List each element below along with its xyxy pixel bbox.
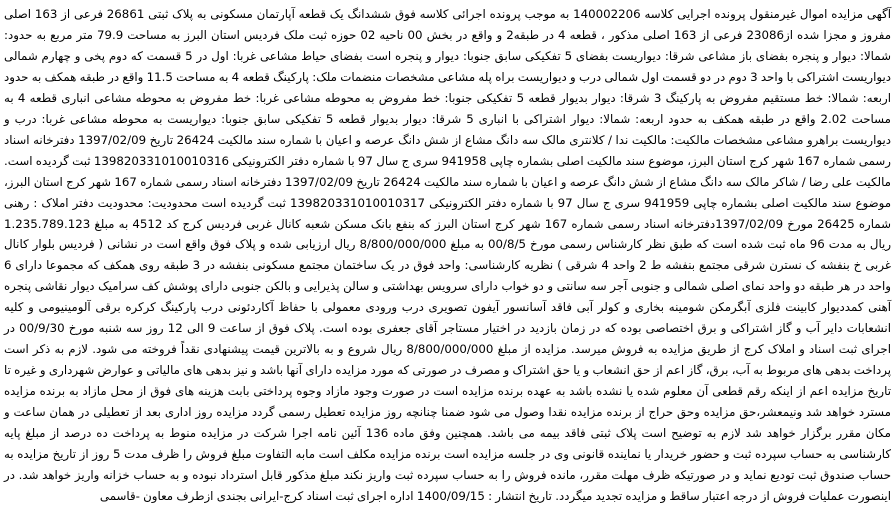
auction-notice-text: آگهی مزایده اموال غیرمنقول پرونده اجرایی کلاسه 140002206 به موجب پرونده اجرائی کلاسه فوق ششدانگ یک قطعه آپارتمان مسکونی به پلاک ثبتی 26861 فرعی از 163 اصلی مفروز و مجزا شده از23086 فرعی از 163 اصلی مذکور ، قطعه 4 در طبقه2 و واقع در بخش 00 ناحیه 02 حوزه ثبت ملک فردیس استان البرز به مساحت 79.9 متر مربع به حدود: شمالا: دیوار و پنجره بفضای باز مشاعی شرقا: دیواریست بفضای 5 تفکیکی سابق جنوبا: دیوار و پنجره است بفضای حیاط مشاعی غربا: اول در 5 قسمت که دوم پخی و چهارم شمالی دیواریست اشتراکی با واحد 3 دوم در دو قسمت اول شمالی درب و دیواریست براه پله مشاعی مشخصات منضمات ملک: پارکینگ قطعه 4 به مساحت 11.5 واقع در طبقه همکف به حدود اربعه: شمالا: خط مستقیم مفروض به پارکینگ 3 شرقا: دیوار بدیوار قطعه 5 تفکیکی جنوبا: خط مفروض به محوطه مشاعی غربا: خط مفروض به محوطه مشاعی انباری قطعه 4 به مساحت 2.02 واقع در طبقه همکف به حدود اربعه: شمالا: دیوار اشتراکی با انباری 5 شرقا: دیوار بدیوار قطعه 5 تفکیکی سابق جنوبا: دیواریست به محوطه مشاعی غربا: درب و دیواریست براهرو مشاعی مشخصات مالکیت: مالکیت ندا / کلانتری مالک سه دانگ مشاع از شش دانگ عرصه و اعیان با شماره سند مالکیت 26424 تاریخ 1397/02/09 دفترخانه اسناد رسمی شماره 167 شهر کرج استان البرز، موضوع سند مالکیت اصلی بشماره چاپی 941958 سری ج سال 97 با شماره دفتر الکترونیکی 139820331010010316 ثبت گردیده است. مالکیت علی رضا / شاکر مالک سه دانگ مشاع از شش دانگ عرصه و اعیان با شماره سند مالکیت 26424 تاریخ 1397/02/09 دفترخانه اسناد رسمی شماره 167 شهر کرج استان البرز، موضوع سند مالکیت اصلی بشماره چاپی 941959 سری ج سال 97 با شماره دفتر الکترونیکی 139820331010010317 ثبت گردیده است محدودیت: محدودیت دفتر املاک : رهنی شماره 26425 مورخ 1397/02/09دفترخانه اسناد رسمی شماره 167 شهر کرج استان البرز که بنفع بانک مسکن شعبه کانال غربی فردیس کرج کد 4512 به مبلغ 1.235.789.123 ریال به مدت 96 ماه ثبت شده است که طبق نظر کارشناس رسمی مورخ 00/8/5 به مبلغ 8/800/000/000 ریال ارزیابی شده و پلاک فوق واقع است در نشانی ( فردیس بلوار کانال غربی خ بنفشه ک نسترن شرقی مجتمع بنفشه ط 2 واحد 4 شرقی ) نظریه کارشناسی: واحد فوق در یک ساختمان مجتمع مسکونی بنفشه در 3 طبقه روی همکف که مجموعا دارای 6 واحد در هر طبقه دو واحد نمای اصلی شمالی و جنوبی آجر سه سانتی و دو خواب دارای سرویس بهداشتی و سالن پذیرایی و بالکن جنوبی دارای پوشش کف سرامیک دیوار نقاشی پنجره آهنی کمددیوار کابینت فلزی آبگرمکن شومینه بخاری و کولر آبی فاقد آسانسور آیفون تصویری درب ورودی معمولی با حفاظ آکاردئونی درب پارکینگ کرکره برقی آلومینیومی و کلیه انشعابات دایر آب و گاز اشتراکی و برق اختصاصی بوده که در زمان بازدید در اختیار مستاجر آقای جعفری بوده است. پلاک فوق از ساعت 9 الی 12 روز سه شنبه مورخ 00/9/30 در اجرای ثبت اسناد و املاک کرج از طریق مزایده به فروش میرسد. مزایده از مبلغ 8/800/000/000 ریال شروع و به بالاترین قیمت پیشنهادی نقداً فروخته می شود. لازم به ذکر است پرداخت بدهی های مربوط به آب، برق، گاز اعم از حق انشعاب و یا حق اشتراک و مصرف در صورتی که مورد مزایده دارای آنها باشد و نیز بدهی های مالیاتی و عوارض شهرداری و غیره تا تاریخ مزایده اعم از اینکه رقم قطعی آن معلوم شده یا نشده باشد به عهده برنده مزایده است در صورت وجود مازاد وجوه پرداختی بابت هزینه های فوق از محل مازاد به برنده مزایده مسترد خواهد شد ونیمعشر،حق مزایده وحق حراج از برنده مزایده نقدا وصول می شود ضمنا چنانچه روز مزایده تعطیل رسمی گردد مزایده روز اداری بعد از تعطیلی در همان ساعت و مکان مقرر برگزار خواهد شد لازم به توضیح است پلاک ثبتی فاقد بیمه می باشد. همچنین وفق ماده 136 آئین نامه اجرا شرکت در مزایده منوط به پرداخت ده درصد از مبلغ پایه کارشناسی به حساب سپرده ثبت و حضور خریدار یا نماینده قانونی وی در جلسه مزایده است برنده مزایده مکلف است مابه التفاوت مبلغ فروش را ظرف مدت 5 روز از تاریخ مزایده به حساب صندوق ثبت تودیع نماید و در صورتیکه ظرف مهلت مقرر، مانده فروش را به حساب سپرده ثبت واریز نکند مبلغ مذکور قابل استرداد نبوده و به حساب خزانه واریز خواهد شد. در اینصورت عملیات فروش از درجه اعتبار ساقط و مزایده تجدید میگردد. تاریخ انتشار : 1400/09/15 اداره اجرای ثبت اسناد کرج-ایرانی بجندی ازطرف معاون -قاسمی: [4, 7, 892, 503]
